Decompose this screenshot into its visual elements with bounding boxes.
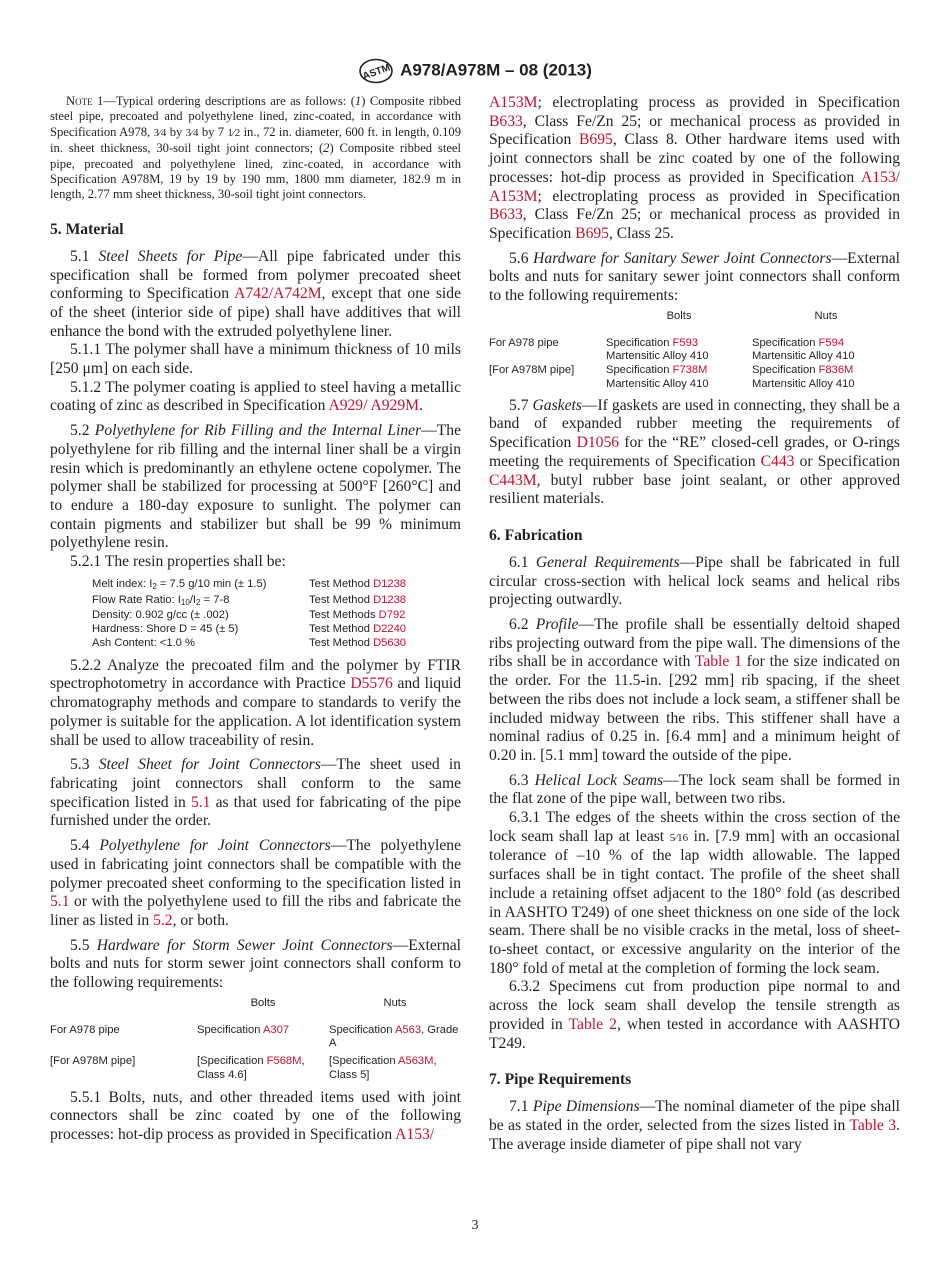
para-6-3-1: 6.3.1 The edges of the sheets within the cross section of the lock seam shall lap at least 5⁄16 in. [7.9 mm] with an occasional tolerance of –10 % of the lap width allowable. The lapped surfaces shall be in tight contact. The profile of the sheet shall include a retaining offset adjacent to the 180° fold (as described in AASHTO T249) of one sheet thickness on one side of the lock seam. There shall be no visible cracks in the metal, loss of sheet-to-sheet contact, or excessive angularity on the interior of the 180° fold of metal at the completion of forming the lock seam. [489,809,900,977]
para-5-1: 5.1 Steel Sheets for Pipe—All pipe fabricated under this specification shall be formed from polymer precoated sheet conforming to Specification A742/A742M, except that one side of the sheet (interior side of pipe) shall have additives that will enhance the bond with the extruded polyethylene liner. [50,247,461,340]
table-row [92,578,406,594]
table-row [92,637,406,651]
left-column [50,94,461,1145]
ref-a563[interactable]: A563 [394,1023,422,1036]
ref-5-1[interactable]: 5.1 [50,893,70,911]
right-column [489,94,900,1154]
col-bolts: Bolts [250,996,276,1009]
row-label: For A978 pipe [489,336,559,349]
nuts-cell: [Specification A563M, Class 5] [329,1055,437,1081]
resin-method: Test Method D1238 [309,593,407,606]
nuts-cell: Specification A563, Grade A [329,1023,459,1050]
ref-5-1[interactable]: 5.1 [190,793,211,811]
ref-f568m[interactable]: F568M [266,1055,302,1068]
resin-prop: Hardness: Shore D = 45 (± 5) [92,623,239,636]
ref-d5576[interactable]: D5576 [350,675,393,693]
ref-a929[interactable]: A929/ A929M [328,397,419,415]
bolts-cell: Specification A307 [197,1023,290,1036]
para-6-3: 6.3 Helical Lock Seams—The lock seam shall be formed in the flat zone of the pipe wall, between two ribs. [489,771,901,808]
ref-table-3[interactable]: Table 3 [849,1116,897,1134]
para-5-2-1: 5.2.1 The resin properties shall be: [70,553,286,571]
resin-prop: Density: 0.902 g/cc (± .002) [92,609,229,622]
astm-logo-text: ASTM [361,62,392,83]
ref-b633[interactable]: B633 [489,206,523,224]
section-6-heading: 6. Fabrication [489,526,583,544]
page-number: 3 [471,1218,479,1233]
bolts-cell: [Specification F568M, Class 4.6] [197,1055,305,1081]
section-7-heading: 7. Pipe Requirements [489,1071,632,1089]
ref-b633[interactable]: B633 [489,112,523,130]
table-header-row [489,310,900,337]
ref-5-2[interactable]: 5.2 [153,911,173,929]
bolts-cell: Specification F593 Martensitic Alloy 410 [606,336,709,363]
note-1: Note 1—Typical ordering descriptions are as follows: (1) Composite ribbed steel pipe, precoated and polyethylene lined, zinc-coated, in accordance with Specification A978, 3⁄4 by 3⁄4 by 7 1⁄2 in., 72 in. diameter, 600 ft. in length, 0.109 in. sheet thickness, 30-soil tight joint connectors; (2) Composite ribbed steel pipe, precoated and polyethylene lined, zinc-coated, in accordance with Specification A978M, 19 by 19 by 190 mm, 1800 mm diameter, 182.9 m in length, 2.77 mm sheet thickness, 30-soil tight joint connectors. [50,94,462,202]
table-row [92,609,406,623]
ref-b695[interactable]: B695 [579,131,613,149]
col-nuts: Nuts [383,996,407,1009]
table-row [50,1051,461,1083]
row-label: For A978 pipe [50,1023,120,1036]
ref-f593[interactable]: F593 [672,336,699,349]
ref-c443m[interactable]: C443M [489,471,537,489]
table-row [92,623,406,637]
ref-a563m[interactable]: A563M [398,1055,434,1068]
para-5-5-1-start: 5.5.1 Bolts, nuts, and other threaded items used with joint connectors shall be zinc coated by one of the following processes: hot-dip process as provided in Specification A153/ [50,1088,461,1144]
ref-a742[interactable]: A742/A742M [234,285,322,303]
resin-method: Test Method D1238 [309,577,407,590]
standard-designation: A978/A978M – 08 (2013) [400,60,592,80]
para-5-1-2: 5.1.2 The polymer coating is applied to steel having a metallic coating of zinc as described in Specification A929/ A929M. [50,378,461,415]
para-5-2-2: 5.2.2 Analyze the precoated film and the polymer by FTIR spectrophotometry in accordance with Practice D5576 and liquid chromatography methods and compare to standards to verify the polymer is suitable for the application. A lot identification system shall be used to allow traceability of resin. [50,656,461,749]
ref-a153m[interactable]: A153M [489,94,538,111]
table-row [489,337,900,365]
table-row [489,364,900,392]
resin-prop: Melt index: $I_2 = 7.5$ g/10 min (± 1.5) [92,577,267,591]
nuts-cell: Specification F836M Martensitic Alloy 410 [752,364,855,390]
ref-c443[interactable]: C443 [760,452,795,470]
ref-table-1[interactable]: Table 1 [694,653,742,671]
para-6-1: 6.1 General Requirements—Pipe shall be fabricated in full circular cross-section with helical lock seams and helical ribs projecting outwardly. [489,553,900,609]
para-5-5-1-cont: A153M; electroplating process as provided in Specification B633, Class Fe/Zn 25; or mechanical process as provided in Specification B695, Class 8. Other hardware items used with joint connectors shall be zinc coated by one of the following processes: hot-dip process as provided in Specification A153/ A153M; electroplating process as provided in Specification B633, Class Fe/Zn 25; or mechanical process as provided in Specification B695, Class 25. [489,94,900,242]
table-row [92,594,406,610]
para-7-1: 7.1 Pipe Dimensions—The nominal diameter of the pipe shall be as stated in the order, selected from the sizes listed in Table 3. The average inside diameter of pipe shall not vary [489,1098,900,1153]
para-5-4: 5.4 Polyethylene for Joint Connectors—The polyethylene used in fabricating joint connectors shall be compatible with the polymer precoated sheet conforming to the specification listed in 5.1 or with the polyethylene used to fill the ribs and fabricate the liner as listed in 5.2, or both. [50,837,461,929]
para-5-1-1: 5.1.1 The polymer shall have a minimum thickness of 10 mils [250 μm] on each side. [50,341,461,378]
table-header-row [50,997,461,1024]
table-row [50,1024,461,1052]
ref-d5630[interactable]: D5630 [373,636,407,649]
ref-table-2[interactable]: Table 2 [568,1015,617,1033]
ref-f594[interactable]: F594 [818,336,845,349]
ref-d792[interactable]: D792 [378,609,406,622]
ref-f738m[interactable]: F738M [672,364,708,377]
row-label: [For A978M pipe] [489,364,575,377]
resin-method: Test Method D2240 [309,623,407,636]
para-6-2: 6.2 Profile—The profile shall be essentially deltoid shaped ribs projecting outward from the pipe wall. The dimensions of the ribs shall be in accordance with Table 1 for the size indicated on the order. For the 11.5-in. [292 mm] rib spacing, if the sheet between the ribs does not include a lock seam, a stiffener shall be included midway between the ribs. This stiffener shall have a nominal radius of 0.25 in. [6.4 mm] and a minimum height of 0.20 in. [5.1 mm] toward the outside of the pipe. [489,616,900,764]
resin-properties-table [92,578,406,651]
ref-d1238[interactable]: D1238 [373,577,407,590]
resin-method: Test Methods D792 [309,609,406,622]
row-label: [For A978M pipe] [50,1055,136,1068]
para-5-3: 5.3 Steel Sheet for Joint Connectors—The sheet used in fabricating joint connectors shall conform to the same specification listed in 5.1 as that used for fabricating of the pipe furnished under the order. [50,756,461,830]
page-header [0,58,950,84]
para-5-7: 5.7 Gaskets—If gaskets are used in connecting, they shall be a band of expanded rubber meeting the requirements of Specification D1056 for the “RE” closed-cell grades, or O-rings meeting the requirements of Specification C443 or Specification C443M, butyl rubber base joint sealant, or other approved resilient materials. [489,396,901,508]
section-5-heading: 5. Material [50,220,124,238]
ref-a153[interactable]: A153/ A153M [489,168,900,205]
ref-d1238[interactable]: D1238 [373,593,407,606]
ref-b695[interactable]: B695 [575,224,609,242]
resin-method: Test Method D5630 [309,636,407,649]
ref-a153[interactable]: A153/ [395,1126,435,1144]
storm-sewer-hardware-table [50,997,461,1083]
col-bolts: Bolts [666,309,692,322]
nuts-cell: Specification F594 Martensitic Alloy 410 [752,336,855,363]
ref-a307[interactable]: A307 [262,1023,290,1036]
ref-f836m[interactable]: F836M [818,364,854,377]
sanitary-sewer-hardware-table [489,310,900,392]
resin-prop: Ash Content: <1.0 % [92,636,195,649]
para-5-2: 5.2 Polyethylene for Rib Filling and the Internal Liner—The polyethylene for rib filling and the internal liner shall be a virgin resin which is predominantly an ethylene octene copolymer. The polymer shall be stabilized for processing at 500°F [260°C] and to endure a 180-day exposure to sunlight. The polymer can contain pigments and stabilizer but shall be 99 % minimum polyethylene resin. [50,422,461,552]
col-nuts: Nuts [814,309,838,322]
para-6-3-2: 6.3.2 Specimens cut from production pipe normal to and across the lock seam shall develop the tensile strength as provided in Table 2, when tested in accordance with AASHTO T249. [489,978,900,1052]
astm-logo [358,58,394,84]
bolts-cell: Specification F738M Martensitic Alloy 410 [606,364,709,390]
ref-d1056[interactable]: D1056 [576,434,620,452]
resin-prop: Flow Rate Ratio: $I_{10}/I_2 = 7-8$ [92,593,230,607]
ref-d2240[interactable]: D2240 [373,623,407,636]
para-5-5: 5.5 Hardware for Storm Sewer Joint Connectors—External bolts and nuts for storm sewer joint connectors shall conform to the following requirements: [50,936,462,992]
para-5-6: 5.6 Hardware for Sanitary Sewer Joint Connectors—External bolts and nuts for sanitary sewer joint connectors shall conform to the following requirements: [489,249,900,305]
